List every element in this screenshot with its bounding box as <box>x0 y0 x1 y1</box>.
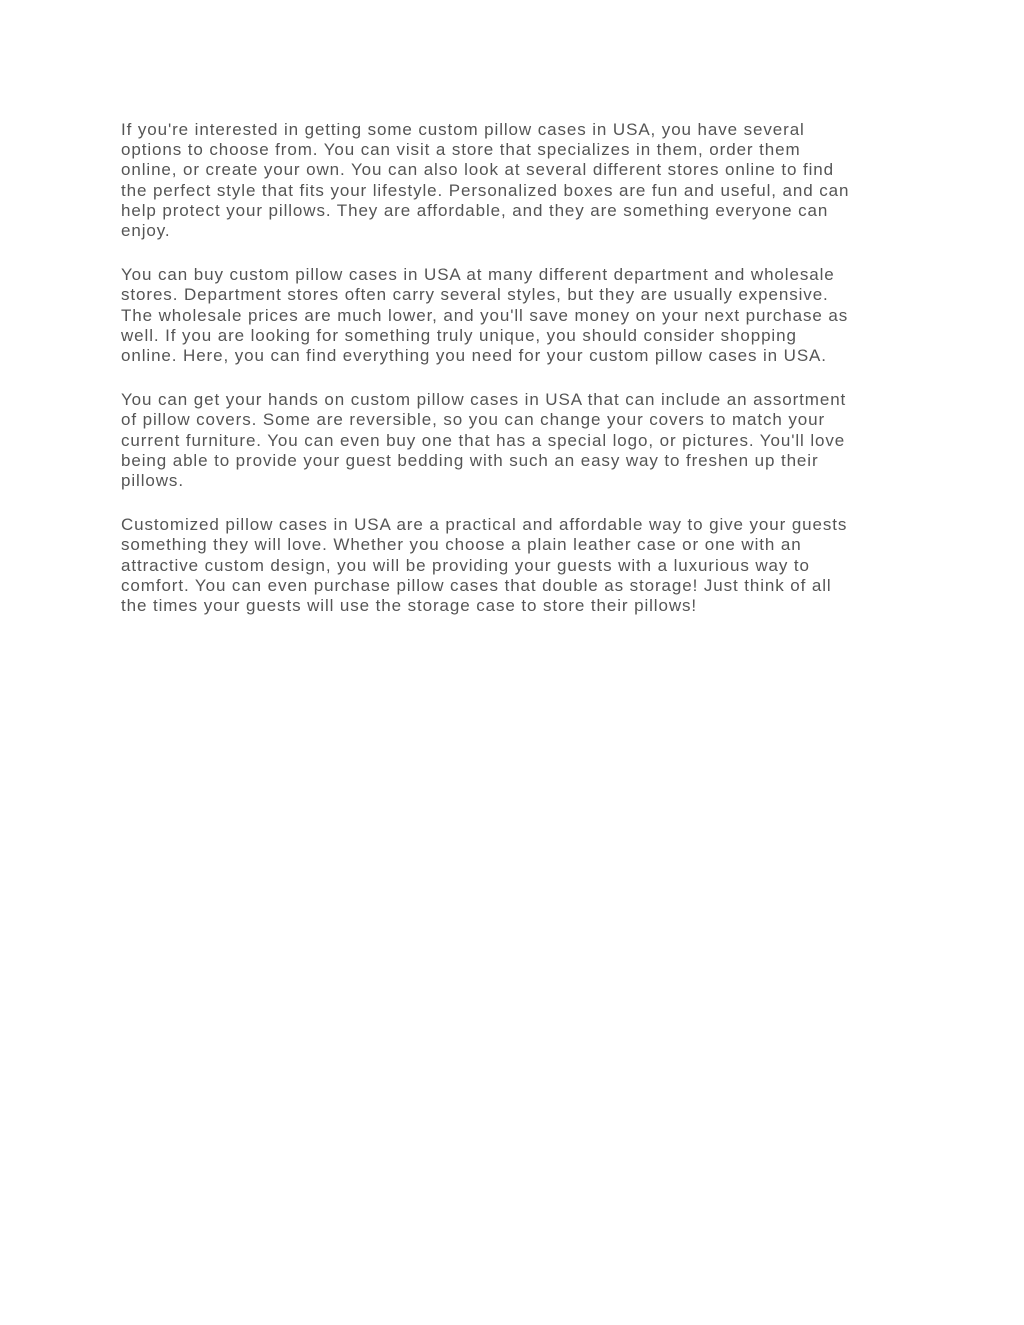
paragraph-line: help protect your pillows. They are affordable, and they are something everyone can <box>121 200 829 220</box>
paragraph-line: something they will love. Whether you choose a plain leather case or one with an <box>121 535 802 555</box>
paragraph-line: You can get your hands on custom pillow cases in USA that can include an assortment <box>121 390 847 410</box>
paragraph-line: You can buy custom pillow cases in USA at many different department and wholesale <box>121 265 835 285</box>
paragraph-line: If you're interested in getting some custom pillow cases in USA, you have several <box>121 120 805 139</box>
paragraph-line: the perfect style that fits your lifestyle. Personalized boxes are fun and useful, and can <box>121 180 850 200</box>
document-body <box>121 120 911 640</box>
paragraph-line: current furniture. You can even buy one that has a special logo, or pictures. You'll love <box>121 430 846 450</box>
paragraph-4 <box>121 515 911 616</box>
paragraph-line: attractive custom design, you will be providing your guests with a luxurious way to <box>121 555 810 575</box>
paragraph-line: Customized pillow cases in USA are a practical and affordable way to give your guests <box>121 515 848 535</box>
paragraph-line: well. If you are looking for something truly unique, you should consider shopping <box>121 325 797 345</box>
paragraph-line: options to choose from. You can visit a store that specializes in them, order them <box>121 140 801 160</box>
paragraph-line: comfort. You can even purchase pillow cases that double as storage! Just think of all <box>121 575 832 595</box>
paragraph-line: stores. Department stores often carry several styles, but they are usually expensive. <box>121 285 829 305</box>
paragraph-line: of pillow covers. Some are reversible, so you can change your covers to match your <box>121 410 826 430</box>
paragraph-line: The wholesale prices are much lower, and you'll save money on your next purchase as <box>121 305 849 325</box>
paragraph-3 <box>121 390 911 491</box>
paragraph-line: the times your guests will use the storage case to store their pillows! <box>121 596 698 616</box>
paragraph-line: enjoy. <box>121 221 171 241</box>
paragraph-line: online, or create your own. You can also look at several different stores online to find <box>121 160 834 180</box>
paragraph-2 <box>121 265 911 366</box>
paragraph-1 <box>121 120 911 241</box>
paragraph-line: pillows. <box>121 471 184 491</box>
paragraph-line: being able to provide your guest bedding with such an easy way to freshen up their <box>121 450 819 470</box>
paragraph-line: online. Here, you can find everything you need for your custom pillow cases in USA. <box>121 346 827 366</box>
